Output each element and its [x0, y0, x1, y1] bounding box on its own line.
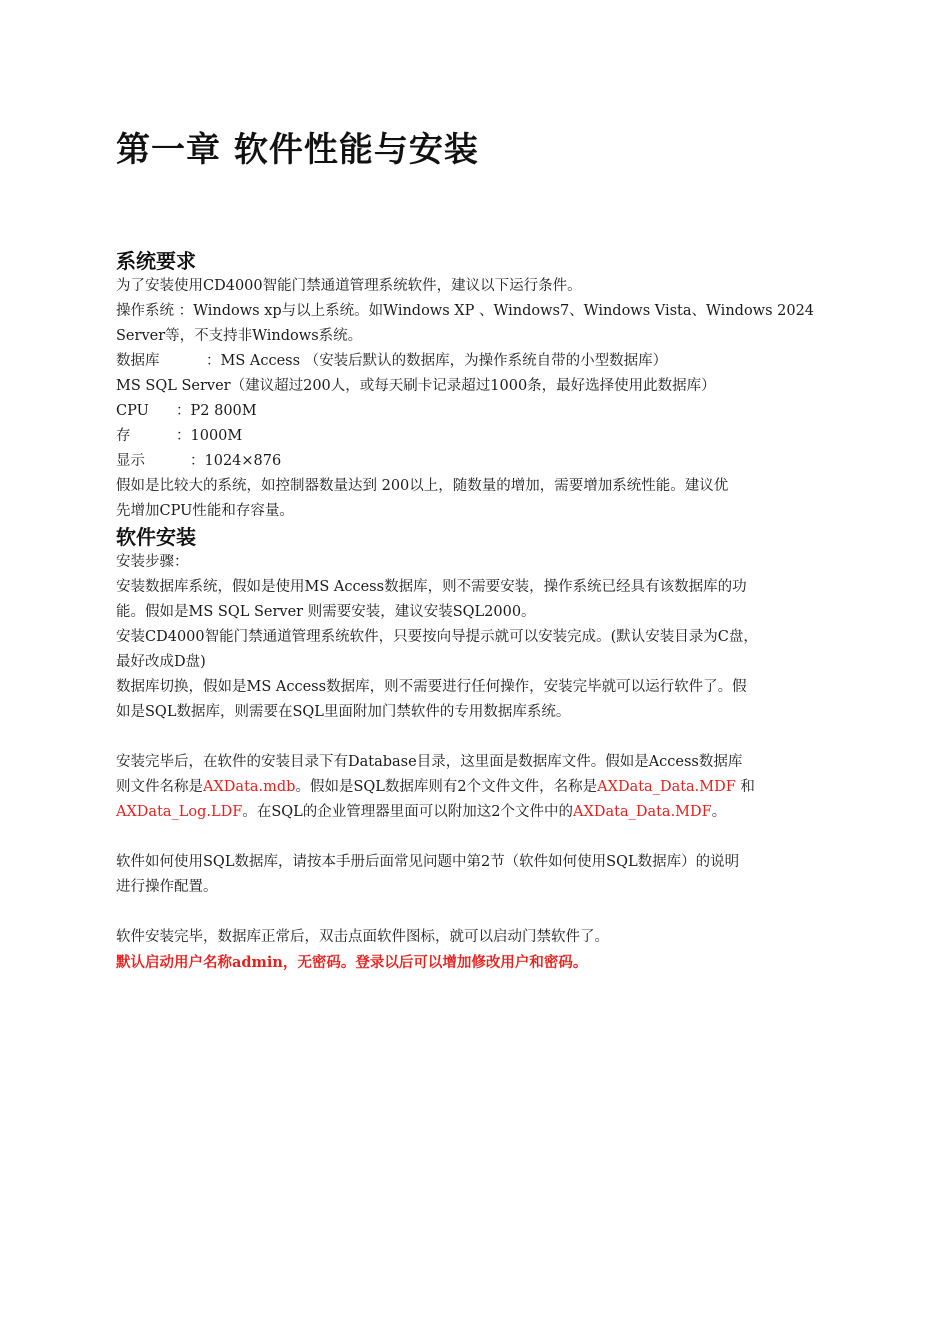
performance-note-line2: 先增加CPU性能和存容量。 [116, 503, 294, 519]
install-steps-label: 安装步骤： [116, 554, 189, 570]
mssql-requirement: MS SQL Server（建议超过200人，或每天刷卡记录超过1000条，最好选择使用此数据库） [116, 378, 716, 394]
memory-requirement [116, 424, 844, 449]
install-step2-line2: 最好改成D盘) [116, 654, 206, 670]
text-segment: 。在SQL的企业管理器里面可以附加这2个文件中的 [242, 804, 574, 820]
filename-axdata-data-mdf-2: AXData_Data.MDF [573, 804, 712, 820]
database-label: 数据库 [116, 353, 160, 369]
filename-axdata-log-ldf: AXData_Log.LDF [116, 804, 243, 820]
paragraph-gap [116, 900, 844, 925]
install-step2-line1: 安装CD4000智能门禁通道管理系统软件，只要按向导提示就可以安装完成。(默认安装目录为C盘， [116, 629, 758, 645]
paragraph-gap [116, 725, 844, 750]
database-requirement [116, 349, 844, 374]
performance-note-line1: 假如是比较大的系统，如控制器数量达到 200以上，随数量的增加，需要增加系统性能。建议优 [116, 478, 729, 494]
database-files-line2 [116, 775, 844, 800]
database-files-line1: 安装完毕后，在软件的安装目录下有Database目录，这里面是数据库文件。假如是Access数据库 [116, 754, 743, 770]
install-step1-line1: 安装数据库系统，假如是使用MS Access数据库，则不需要安装，操作系统已经具有该数据库的功 [116, 579, 747, 595]
database-value: ：MS Access （安装后默认的数据库，为操作系统自带的小型数据库） [206, 353, 668, 369]
os-requirement-line1: 操作系统 ：Windows xp与以上系统。如Windows XP 、Windows7、Windows Vista、Windows 2024 [116, 303, 815, 319]
chapter-title: 第一章 软件性能与安装 [116, 130, 479, 170]
launch-instructions: 软件安装完毕，数据库正常后，双击点面软件图标，就可以启动门禁软件了。 [116, 929, 609, 945]
display-label: 显示 [116, 453, 145, 469]
filename-axdata-mdb: AXData.mdb [203, 779, 296, 795]
chapter-body [116, 248, 844, 975]
paragraph-gap [116, 825, 844, 850]
install-step3-line1: 数据库切换，假如是MS Access数据库，则不需要进行任何操作，安装完毕就可以运行软件了。假 [116, 679, 747, 695]
section-heading-software-install: 软件安装 [116, 525, 196, 549]
sql-usage-line1: 软件如何使用SQL数据库，请按本手册后面常见问题中第2节（软件如何使用SQL数据库）的说明 [116, 854, 740, 870]
cpu-label: CPU [116, 403, 149, 419]
cpu-requirement [116, 399, 844, 424]
display-requirement [116, 449, 844, 474]
memory-label: 存 [116, 428, 131, 444]
memory-value: ：1000M [176, 428, 243, 444]
install-step3-line2: 如是SQL数据库，则需要在SQL里面附加门禁软件的专用数据库系统。 [116, 704, 571, 720]
text-segment: 。 [711, 804, 727, 820]
section-heading-system-requirements: 系统要求 [116, 249, 196, 273]
text-segment: 和 [735, 779, 755, 795]
os-requirement-line2: Server等，不支持非Windows系统。 [116, 328, 363, 344]
sql-usage-line2: 进行操作配置。 [116, 879, 218, 895]
filename-axdata-data-mdf: AXData_Data.MDF [597, 779, 736, 795]
database-files-line3 [116, 800, 844, 825]
install-step1-line2: 能。假如是MS SQL Server 则需要安装，建议安装SQL2000。 [116, 604, 536, 620]
display-value: ：1024×876 [190, 453, 282, 469]
requirements-intro: 为了安装使用CD4000智能门禁通道管理系统软件，建议以下运行条件。 [116, 278, 582, 294]
cpu-value: ：P2 800M [176, 403, 257, 419]
text-segment: 。假如是SQL数据库则有2个文件文件，名称是 [295, 779, 598, 795]
default-user-note: 默认启动用户名称admin，无密码。登录以后可以增加修改用户和密码。 [116, 954, 588, 971]
text-segment: 则文件名称是 [116, 779, 203, 795]
